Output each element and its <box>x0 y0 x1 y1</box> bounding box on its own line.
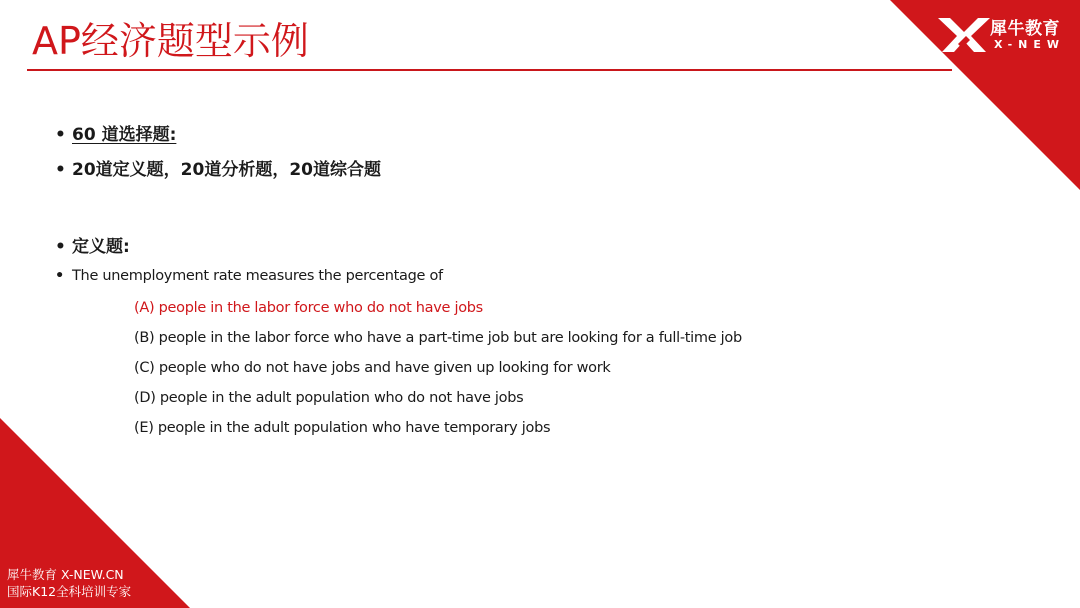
bullet-text: 定义题: <box>72 237 130 257</box>
answer-options <box>134 298 742 448</box>
option-c: (C) people who do not have jobs and have given up looking for work <box>134 360 611 376</box>
option-b: (B) people in the labor force who have a part-time job but are looking for a full-time job <box>134 330 742 346</box>
footer-brand <box>7 566 131 600</box>
bullet-dot-icon: • <box>55 268 64 284</box>
x-new-logo-icon <box>938 14 990 54</box>
bullet-text: 60 道选择题: <box>72 125 177 145</box>
question-stem-text: The unemployment rate measures the percentage of <box>72 268 443 284</box>
bullet-question-types <box>55 155 381 180</box>
slide-title: AP经济题型示例 <box>32 19 309 63</box>
bullet-multiple-choice <box>55 120 176 145</box>
bullet-dot-icon: • <box>55 237 66 257</box>
brand-logo <box>938 12 1070 58</box>
logo-name-cn: 犀牛教育 <box>990 19 1060 39</box>
bullet-dot-icon: • <box>55 160 66 180</box>
bullet-definition <box>55 232 130 257</box>
footer-line-1: 犀牛教育 X-NEW.CN <box>7 567 124 582</box>
bullet-dot-icon: • <box>55 125 66 145</box>
logo-name-en: X-NEW <box>994 38 1066 51</box>
option-d: (D) people in the adult population who do not have jobs <box>134 390 524 406</box>
title-underline <box>27 69 952 71</box>
option-e: (E) people in the adult population who have temporary jobs <box>134 420 551 436</box>
footer-line-2: 国际K12全科培训专家 <box>7 584 132 599</box>
bullet-text: 20道定义题，20道分析题，20道综合题 <box>72 160 381 180</box>
option-a: (A) people in the labor force who do not have jobs <box>134 300 483 316</box>
question-stem <box>55 268 443 284</box>
